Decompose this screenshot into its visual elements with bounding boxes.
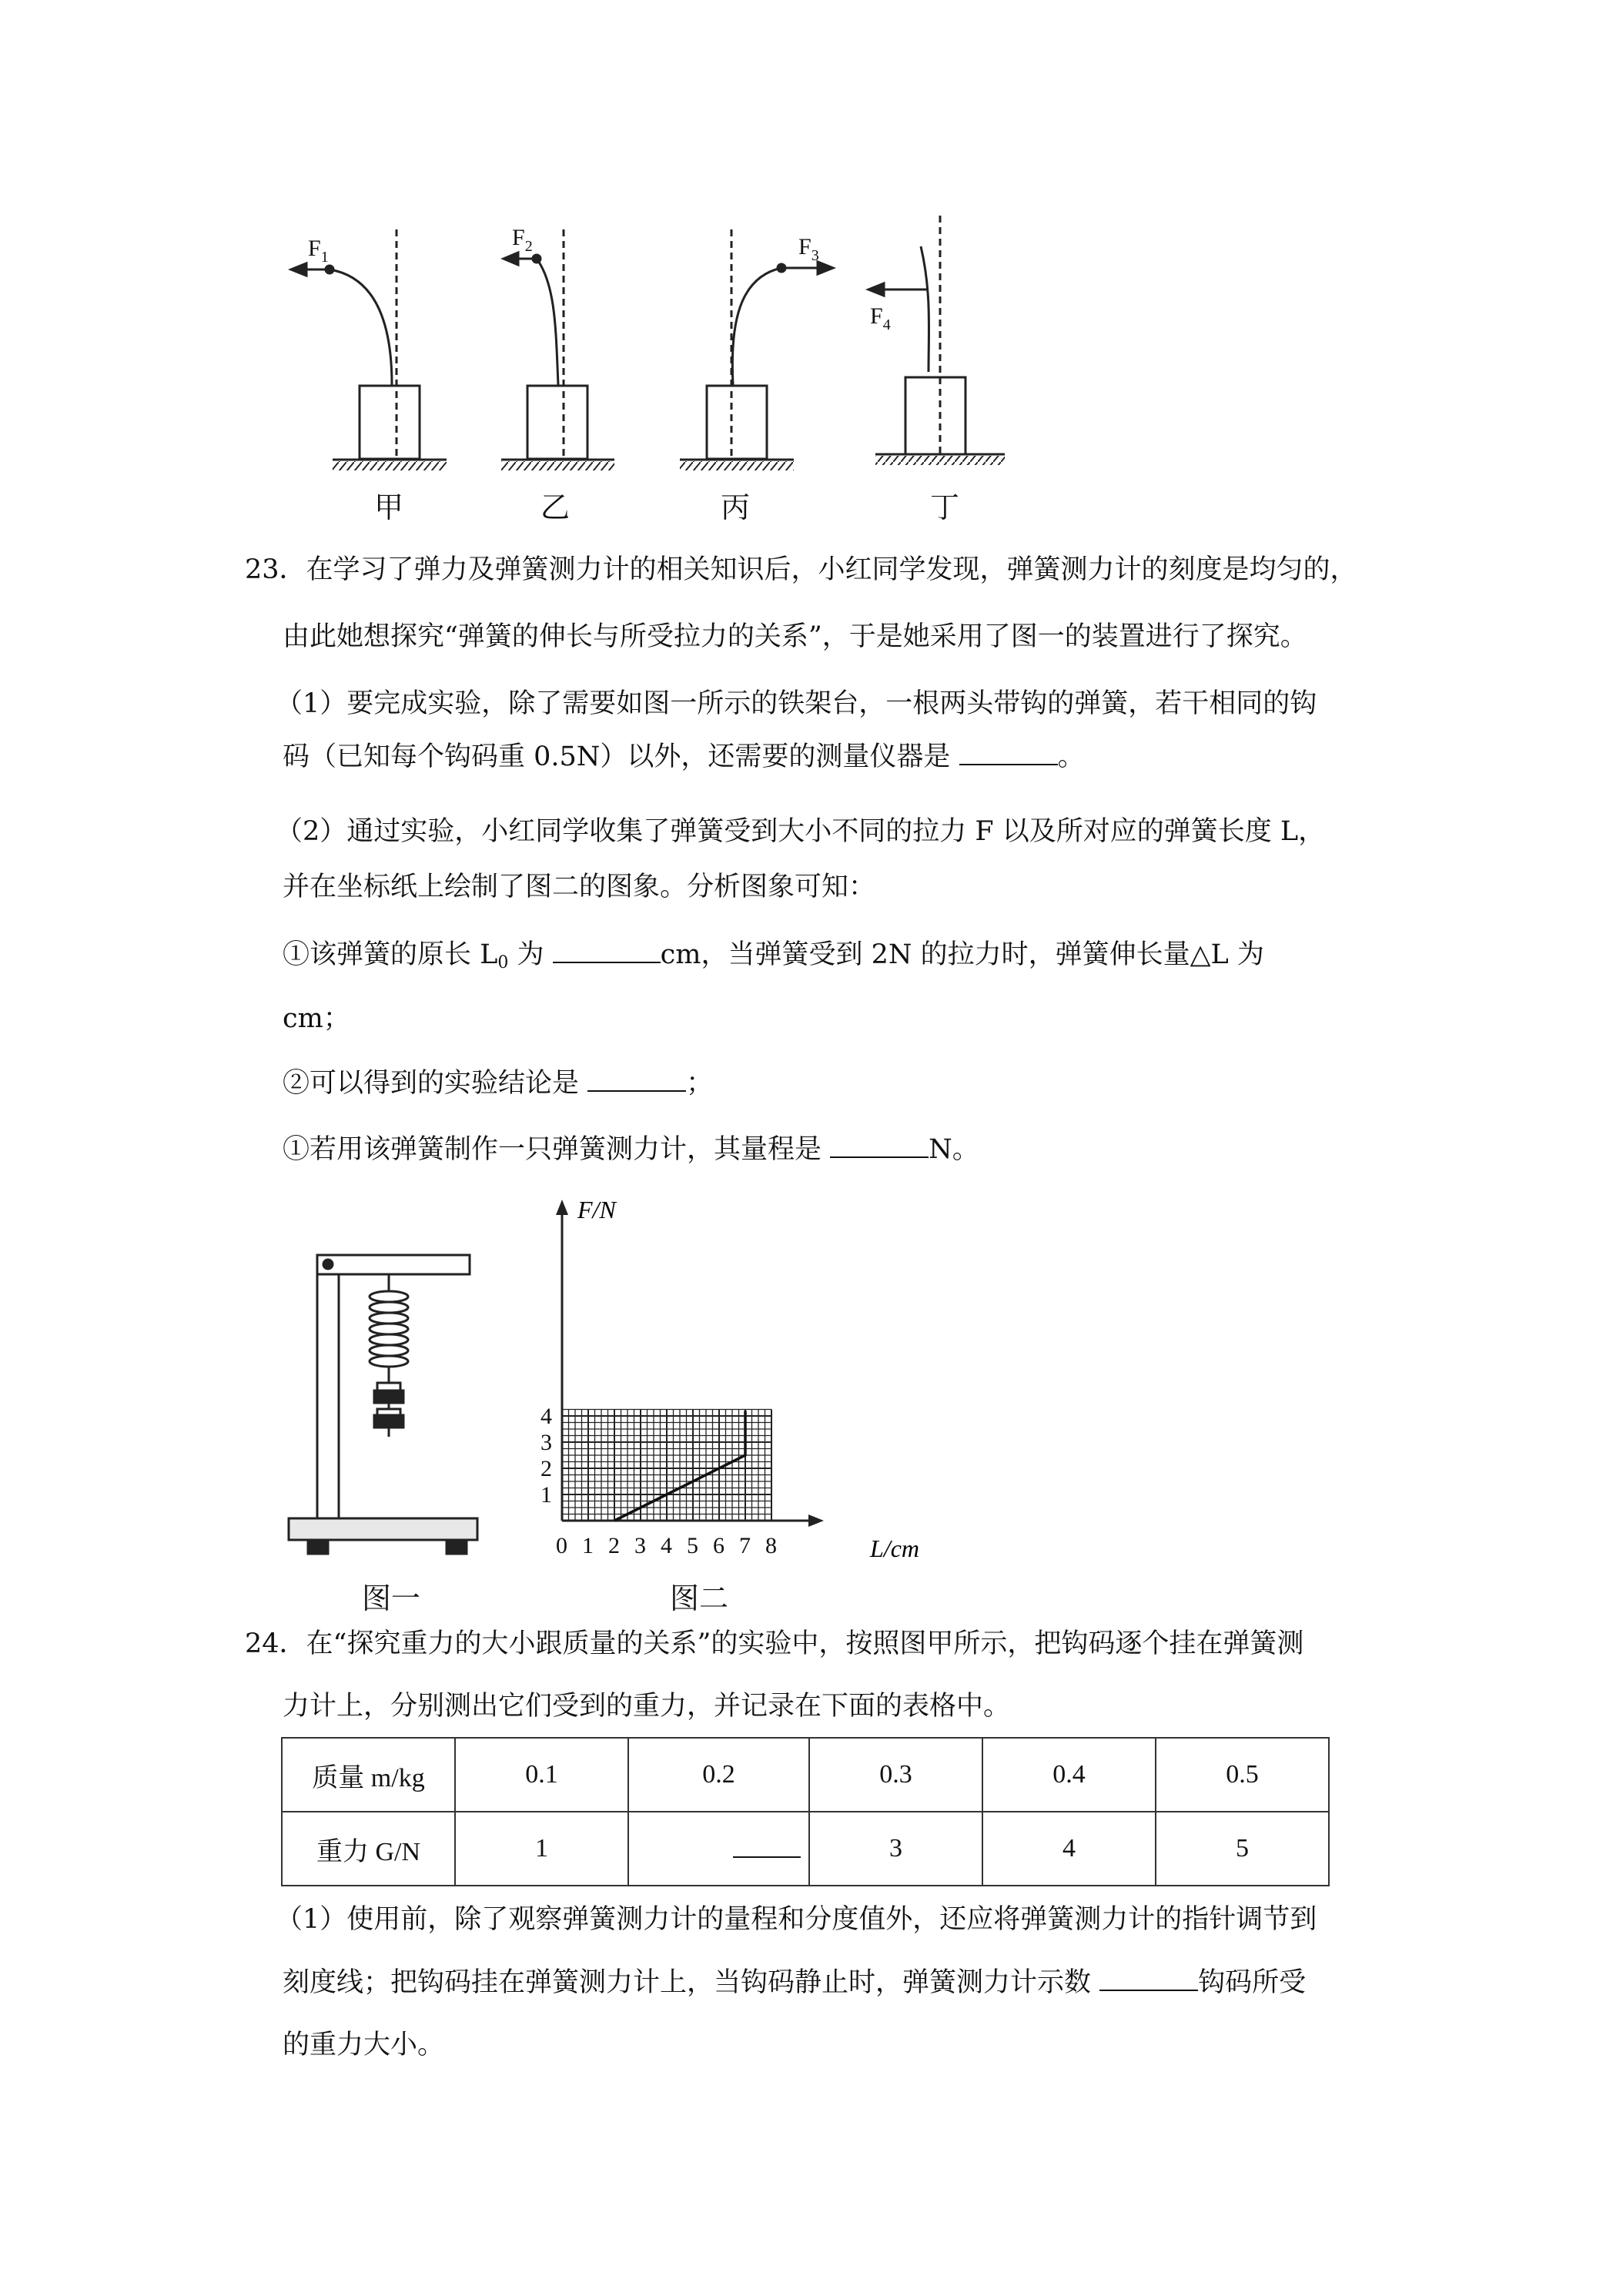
table-cell: 4 <box>982 1812 1156 1886</box>
force-label-f2: $F_2$ <box>512 225 533 255</box>
rod-ding <box>868 216 1005 465</box>
label-jia: 甲 <box>374 490 404 524</box>
chart-axes <box>556 1200 824 1527</box>
q23-s1-a: ①该弹簧的原长 L <box>283 939 498 970</box>
rod-yi <box>501 229 614 470</box>
table-cell: 重力 G/N <box>282 1812 455 1886</box>
q23-s1-b: 为 <box>517 939 544 970</box>
force-label-f3: $F_3$ <box>798 234 819 264</box>
q23-s2-b: ； <box>686 1068 714 1099</box>
q23-intro-1: 在学习了弹力及弹簧测力计的相关知识后，小红同学发现，弹簧测力计的刻度是均匀的， <box>306 554 1357 585</box>
q24-number: 24． <box>245 1628 306 1659</box>
rod-jia <box>291 229 447 470</box>
q23-s1-c: cm，当弹簧受到 2N 的拉力时，弹簧伸长量△L 为 <box>660 939 1264 970</box>
q24-intro-2: 力计上，分别测出它们受到的重力，并记录在下面的表格中。 <box>283 1691 1011 1722</box>
table-row <box>282 1738 1329 1812</box>
q23-line-1 <box>245 552 1357 587</box>
x-tick-label: 2 <box>608 1533 620 1558</box>
q23-p1-b: 码（已知每个钩码重 0.5N）以外，还需要的测量仪器是 <box>283 741 951 772</box>
table-cell: 质量 m/kg <box>282 1738 455 1812</box>
figure-1-caption: 图一 <box>362 1581 421 1615</box>
x-tick-label: 6 <box>713 1533 724 1558</box>
q24-p1-line-2 <box>283 1965 1306 2000</box>
y-tick-label: 1 <box>540 1482 552 1508</box>
x-tick-label: 1 <box>582 1533 594 1558</box>
iron-stand-drawing <box>285 1232 493 1586</box>
q23-p2-a: （2）通过实验，小红同学收集了弹簧受到大小不同的拉力 F 以及所对应的弹簧长度 L， <box>276 816 1326 847</box>
q23-s2-line <box>283 1066 713 1101</box>
q24-p1-d: 的重力大小。 <box>283 2030 445 2060</box>
q23-p1-c: 。 <box>1057 741 1085 772</box>
q23-s1-line <box>283 937 1264 981</box>
table-cell: 0.3 <box>809 1738 982 1812</box>
y-tick-label: 3 <box>540 1430 552 1455</box>
force-label-f1: $F_1$ <box>308 236 329 266</box>
q23-p1-a: （1）要完成实验，除了需要如图一所示的铁架台，一根两头带钩的弹簧，若干相同的钩 <box>276 688 1317 719</box>
table-cell: 1 <box>455 1812 628 1886</box>
q23-s2-a: ②可以得到的实验结论是 <box>283 1068 580 1099</box>
x-tick-label: 4 <box>661 1533 672 1558</box>
q23-s3-line <box>283 1132 979 1167</box>
q23-s1-d: cm； <box>283 1003 350 1034</box>
bending-rods-figure <box>0 0 1623 539</box>
x-tick-label: 8 <box>765 1533 777 1558</box>
x-axis-arrow <box>808 1514 824 1527</box>
table-cell: 3 <box>809 1812 982 1886</box>
q23-p1-line-2 <box>283 739 1085 775</box>
figure-2-graph <box>531 1186 962 1571</box>
force-label-f4: $F_4$ <box>870 303 891 333</box>
q23-s3-b: N。 <box>929 1134 979 1165</box>
table-cell: 0.5 <box>1156 1738 1329 1812</box>
q24-p1-c: 钩码所受 <box>1198 1967 1307 1998</box>
table-cell: 0.4 <box>982 1738 1156 1812</box>
x-tick-label: 5 <box>687 1533 698 1558</box>
x-tick-label: 3 <box>634 1533 646 1558</box>
x-axis-label: L/cm <box>870 1535 919 1562</box>
q23-s1-sub: 0 <box>497 953 509 972</box>
answer-blank-original-length[interactable] <box>553 939 661 963</box>
y-axis-arrow <box>556 1200 568 1215</box>
table-row <box>282 1812 1329 1886</box>
force-length-chart <box>531 1186 962 1571</box>
y-tick-label: 2 <box>540 1456 552 1481</box>
q23-number: 23． <box>245 554 306 585</box>
x-tick-label: 7 <box>739 1533 751 1558</box>
table-cell: 0.2 <box>628 1738 809 1812</box>
answer-blank-conclusion[interactable] <box>587 1067 686 1092</box>
q24-line-1 <box>245 1626 1303 1662</box>
chart-grid <box>562 1410 771 1521</box>
table-cell: 5 <box>1156 1812 1329 1886</box>
q23-s3-a: ①若用该弹簧制作一只弹簧测力计，其量程是 <box>283 1134 822 1165</box>
rod-bing <box>680 229 833 470</box>
y-tick-label: 4 <box>540 1404 552 1429</box>
figure-1-stand <box>285 1232 493 1586</box>
answer-blank-instrument[interactable] <box>959 741 1058 765</box>
x-tick-label: 0 <box>556 1533 567 1558</box>
table-cell-blank[interactable] <box>628 1812 809 1886</box>
label-yi: 乙 <box>540 490 571 524</box>
q24-p1-a: （1）使用前，除了观察弹簧测力计的量程和分度值外，还应将弹簧测力计的指针调节到 <box>276 1904 1317 1935</box>
table-cell: 0.1 <box>455 1738 628 1812</box>
q23-intro-2: 由此她想探究“弹簧的伸长与所受拉力的关系”，于是她采用了图一的装置进行了探究。 <box>283 621 1307 652</box>
figure-2-caption: 图二 <box>670 1581 729 1615</box>
label-ding: 丁 <box>930 490 960 524</box>
label-bing: 丙 <box>721 490 751 524</box>
answer-blank-range[interactable] <box>830 1133 929 1158</box>
q24-intro-1: 在“探究重力的大小跟质量的关系”的实验中，按照图甲所示，把钩码逐个挂在弹簧测 <box>306 1628 1304 1659</box>
bending-rods-drawing <box>0 0 1623 539</box>
q23-p2-b: 并在坐标纸上绘制了图二的图象。分析图象可知： <box>283 872 876 902</box>
mass-weight-table <box>281 1737 1330 1886</box>
q24-p1-b: 刻度线；把钩码挂在弹簧测力计上，当钩码静止时，弹簧测力计示数 <box>283 1967 1092 1998</box>
y-axis-label: F/N <box>577 1196 616 1223</box>
answer-blank-weight[interactable] <box>733 1833 801 1858</box>
answer-blank-equal[interactable] <box>1099 1966 1198 1991</box>
